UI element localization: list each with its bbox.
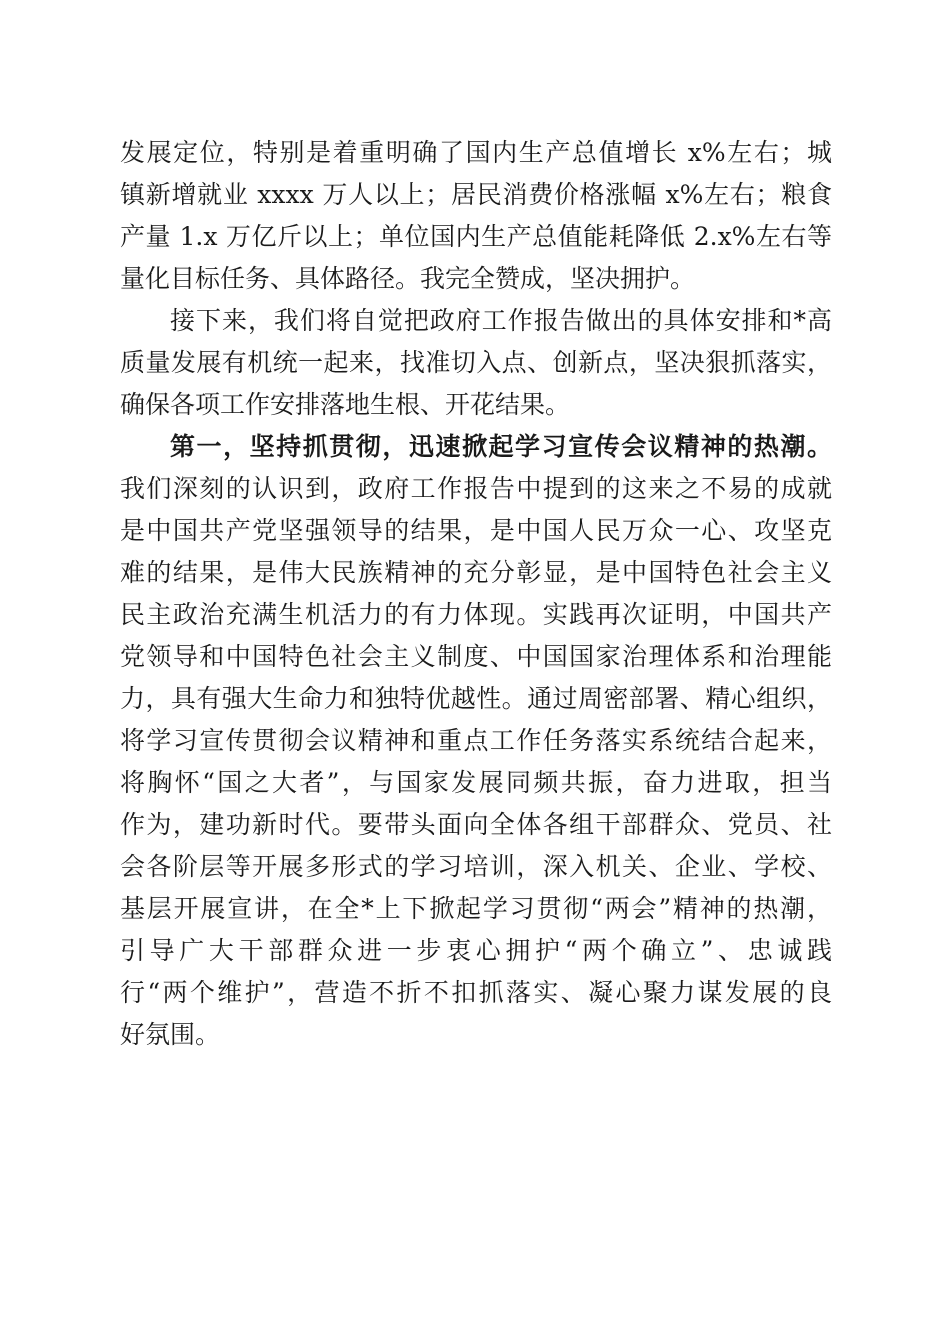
paragraph-line: 将胸怀“国之大者”，与国家发展同频共振，奋力进取，担当 [120, 768, 832, 797]
paragraph-line: 难的结果，是伟大民族精神的充分彰显，是中国特色社会主义 [120, 558, 832, 587]
paragraph-line: 行“两个维护”，营造不折不扣抓落实、凝心聚力谋发展的良 [120, 978, 832, 1007]
paragraph-line: 我们深刻的认识到，政府工作报告中提到的这来之不易的成就 [120, 474, 832, 503]
paragraph-line: 确保各项工作安排落地生根、开花结果。 [120, 390, 571, 419]
paragraph-line: 党领导和中国特色社会主义制度、中国国家治理体系和治理能 [120, 642, 832, 671]
paragraph-line: 基层开展宣讲，在全*上下掀起学习贯彻“两会”精神的热潮， [120, 894, 832, 923]
section-heading: 第一，坚持抓贯彻，迅速掀起学习宣传会议精神的热潮。 [170, 432, 832, 461]
paragraph-line: 引导广大干部群众进一步衷心拥护“两个确立”、忠诚践 [120, 936, 832, 965]
paragraph-line: 作为，建功新时代。要带头面向全体各组干部群众、党员、社 [120, 810, 832, 839]
paragraph-line: 会各阶层等开展多形式的学习培训，深入机关、企业、学校、 [120, 852, 832, 881]
paragraph-line: 力，具有强大生命力和独特优越性。通过周密部署、精心组织， [120, 684, 832, 713]
paragraph-line: 是中国共产党坚强领导的结果，是中国人民万众一心、攻坚克 [120, 516, 832, 545]
paragraph-line: 产量 1.x 万亿斤以上；单位国内生产总值能耗降低 2.x%左右等 [120, 222, 832, 251]
paragraph-line: 接下来，我们将自觉把政府工作报告做出的具体安排和*高 [170, 306, 832, 335]
paragraph-line: 量化目标任务、具体路径。我完全赞成，坚决拥护。 [120, 264, 696, 293]
paragraph-line: 质量发展有机统一起来，找准切入点、创新点，坚决狠抓落实， [120, 348, 832, 377]
paragraph-line: 发展定位，特别是着重明确了国内生产总值增长 x%左右；城 [120, 138, 832, 167]
paragraph-line: 将学习宣传贯彻会议精神和重点工作任务落实系统结合起来， [120, 726, 832, 755]
paragraph-line: 民主政治充满生机活力的有力体现。实践再次证明，中国共产 [120, 600, 832, 629]
paragraph-line: 好氛围。 [120, 1020, 221, 1049]
paragraph-line: 镇新增就业 xxxx 万人以上；居民消费价格涨幅 x%左右；粮食 [120, 180, 832, 209]
body-text [120, 132, 832, 1056]
